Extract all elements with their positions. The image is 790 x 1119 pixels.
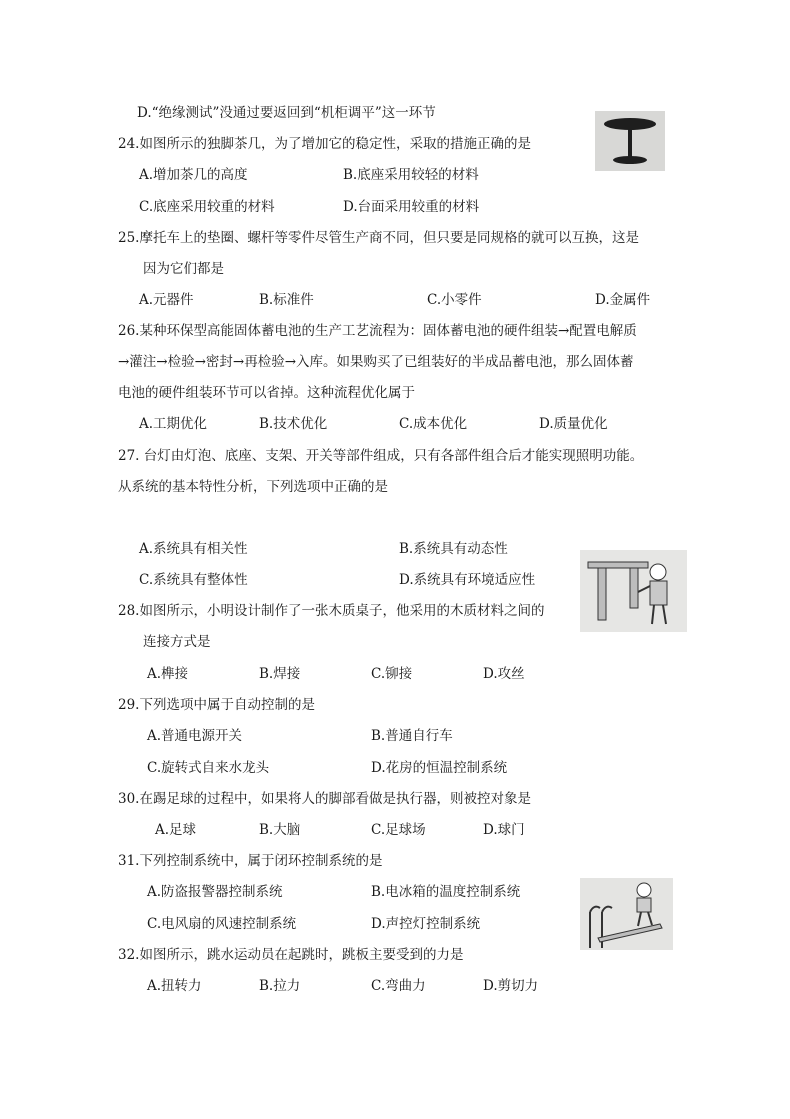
q29-option-c: C.旋转式自来水龙头 [147,760,270,776]
wooden-table-drawing [580,550,687,632]
q30-option-c: C.足球场 [371,822,426,838]
q23-option-d: D.“绝缘测试”没通过要返回到“机柜调平”这一环节 [137,105,436,121]
q30-option-d: D.球门 [483,822,525,838]
q31-option-c: C.电风扇的风速控制系统 [147,916,297,932]
q26-option-a: A.工期优化 [139,416,208,432]
q32-stem: 32.如图所示，跳水运动员在起跳时，跳板主要受到的力是 [118,947,464,963]
q24-option-a: A.增加茶几的高度 [139,167,248,183]
q25-option-c: C.小零件 [427,292,482,308]
q24-stem: 24.如图所示的独脚茶几，为了增加它的稳定性，采取的措施正确的是 [118,136,531,152]
q27-option-b: B.系统具有动态性 [399,541,508,557]
diving-board-drawing [580,878,673,950]
q32-option-d: D.剪切力 [483,978,539,994]
q31-option-d: D.声控灯控制系统 [371,916,481,932]
q26-option-b: B.技术优化 [259,416,328,432]
q32-option-a: A.扭转力 [147,978,202,994]
diving-board-figure [580,878,673,950]
q24-option-d: D.台面采用较重的材料 [343,199,480,215]
q27-option-d: D.系统具有环境适应性 [399,572,536,588]
q25-stem-line1: 25.摩托车上的垫圈、螺杆等零件尽管生产商不同，但只要是同规格的就可以互换，这是 [118,230,639,246]
q29-option-b: B.普通自行车 [371,728,453,744]
q27-option-c: C.系统具有整体性 [139,572,248,588]
side-table-drawing [595,111,665,171]
q25-option-d: D.金属件 [595,292,651,308]
q25-option-a: A.元器件 [139,292,194,308]
q28-option-d: D.攻丝 [483,666,525,682]
q25-stem-line2: 因为它们都是 [143,261,224,277]
q29-option-d: D.花房的恒温控制系统 [371,760,508,776]
q30-stem: 30.在踢足球的过程中，如果将人的脚部看做是执行器，则被控对象是 [118,791,531,807]
q26-stem-line2: →灌注→检验→密封→再检验→入库。如果购买了已组装好的半成品蓄电池，那么固体蓄 [118,354,634,370]
q28-option-b: B.焊接 [259,666,301,682]
q28-option-c: C.铆接 [371,666,413,682]
q26-stem-line3: 电池的硬件组装环节可以省掉。这种流程优化属于 [118,385,415,401]
q28-stem-line1: 28.如图所示，小明设计制作了一张木质桌子，他采用的木质材料之间的 [118,603,545,619]
q32-option-c: C.弯曲力 [371,978,426,994]
q29-option-a: A.普通电源开关 [147,728,243,744]
q31-option-b: B.电冰箱的温度控制系统 [371,884,521,900]
q24-option-b: B.底座采用较轻的材料 [343,167,479,183]
q30-option-a: A.足球 [155,822,197,838]
q27-stem-line2: 从系统的基本特性分析，下列选项中正确的是 [118,479,388,495]
q31-stem: 31.下列控制系统中，属于闭环控制系统的是 [118,853,383,869]
q28-stem-line2: 连接方式是 [143,634,211,650]
q27-option-a: A.系统具有相关性 [139,541,248,557]
q27-stem-line1: 27. 台灯由灯泡、底座、支架、开关等部件组成，只有各部件组合后才能实现照明功能。 [118,448,644,464]
wooden-table-figure [580,550,687,632]
q30-option-b: B.大脑 [259,822,301,838]
q31-option-a: A.防盗报警器控制系统 [147,884,283,900]
side-table-figure [595,111,665,171]
q29-stem: 29.下列选项中属于自动控制的是 [118,697,315,713]
q26-option-c: C.成本优化 [399,416,468,432]
q26-stem-line1: 26.某种环保型高能固体蓄电池的生产工艺流程为：固体蓄电池的硬件组装→配置电解质 [118,323,637,339]
q32-option-b: B.拉力 [259,978,301,994]
q28-option-a: A.榫接 [147,666,189,682]
q24-option-c: C.底座采用较重的材料 [139,199,275,215]
q26-option-d: D.质量优化 [539,416,608,432]
q25-option-b: B.标准件 [259,292,314,308]
